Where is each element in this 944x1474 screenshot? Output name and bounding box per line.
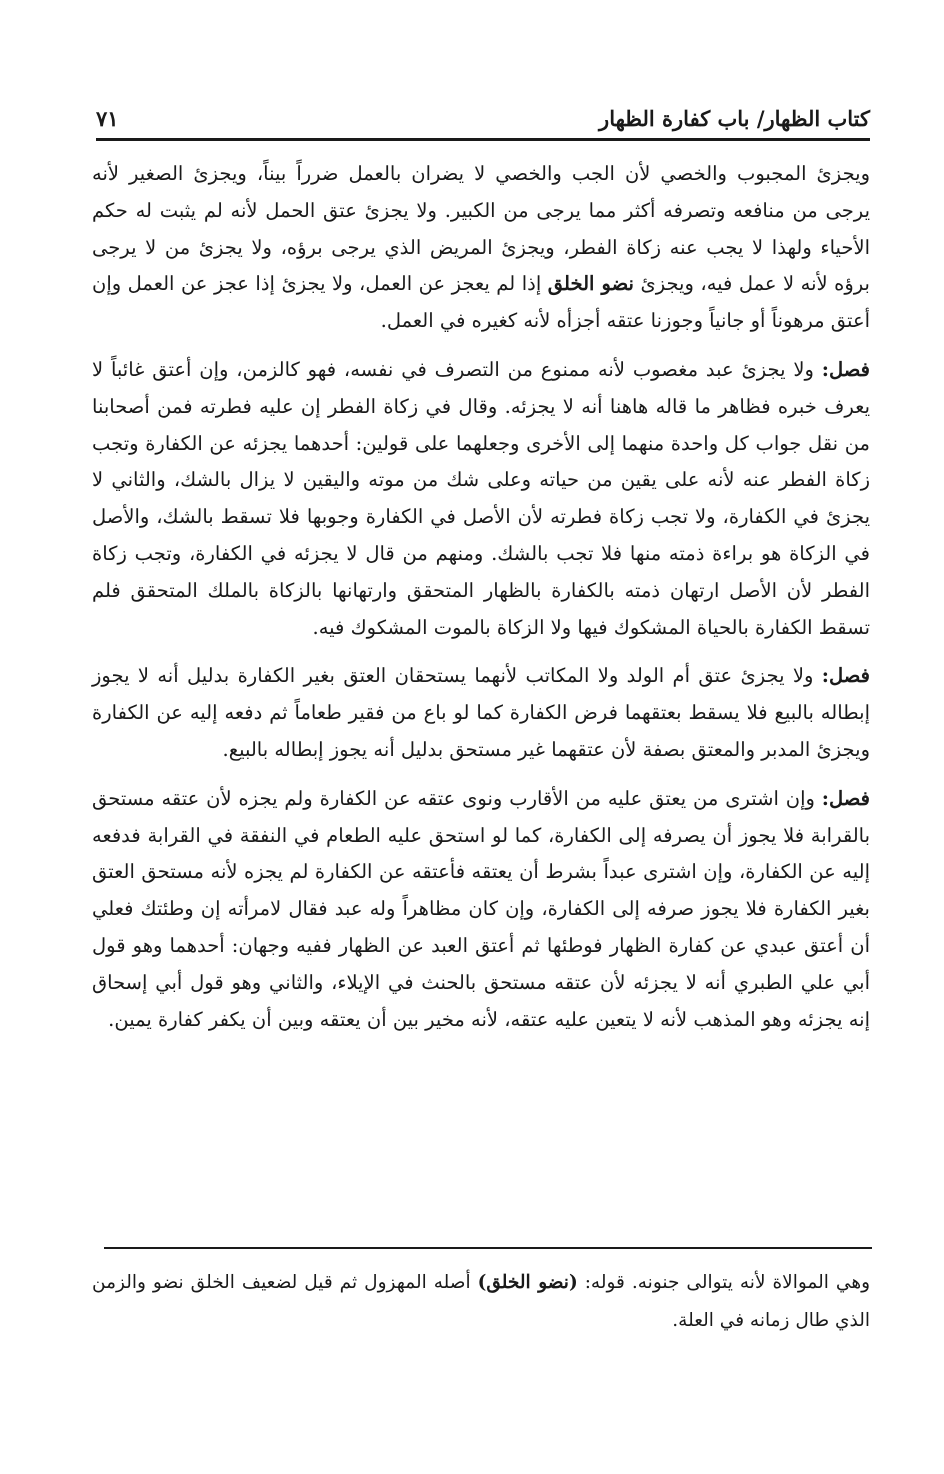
paragraph-text: ويجزئ المجبوب والخصي لأن الجب والخصي لا يضران بالعمل ضرراً بيناً، ويجزئ الصغير لأنه يرجى من منافعه وتصرفه أكثر مما يرجى من الكبير. ولا يجزئ عتق الحمل لأنه لم يثبت له حكم الأحياء ولهذا لا يجب عنه زكاة الفطر، ويجزئ المريض الذي يرجى برؤه، ولا يجزئ من لا يرجى برؤه لأنه لا عمل فيه، ويجزئ: [92, 162, 870, 296]
section-lead: فصل:: [821, 786, 870, 810]
paragraph-text: إذا لم يعجز عن العمل، ولا يجزئ إذا عجز عن العمل وإن أعتق مرهوناً أو جانياً وجوزنا عتقه أجزأه لأنه كغيره في العمل.: [92, 272, 870, 333]
main-text: [92, 156, 870, 1050]
section-lead: فصل:: [821, 664, 870, 688]
footnote-bold-term: (نضو الخلق): [477, 1272, 578, 1293]
paragraph-text: ولا يجزئ عتق أم الولد ولا المكاتب لأنهما يستحقان العتق بغير الكفارة بدليل أنه لا يجوز إبطاله بالبيع فلا يسقط بعتقهما فرض الكفارة كما لو باع من فقير طعاماً ثم دفعه إليه عن الكفارة ويجزئ المدبر والمعتق بصفة لأن عتقهما غير مستحق بدليل أنه يجوز إبطاله بالبيع.: [92, 664, 870, 761]
section-lead: فصل:: [821, 357, 870, 381]
paragraph-text: وإن اشترى من يعتق عليه من الأقارب ونوى عتقه عن الكفارة ولم يجزه لأن عتقه مستحق بالقرابة فلا يجوز أن يصرفه إلى الكفارة، كما لو استحق عليه الطعام في النفقة في القرابة فدفعه إليه عن الكفارة، وإن اشترى عبداً بشرط أن يعتقه فأعتقه عن الكفارة لم يجزه لأنه مستحق العتق بغير الكفارة فلا يجوز صرفه إلى الكفارة، وإن كان مظاهراً وله عبد فقال لامرأته إن وطئتك فعلي أن أعتق عبدي عن كفارة الظهار فوطئها ثم أعتق العبد عن الظهار ففيه وجهان: أحدهما وهو قول أبي علي الطبري أنه لا يجزئه لأن عتقه مستحق بالحنث في الإيلاء، والثاني وهو قول أبي إسحاق إنه يجزئه وهو المذهب لأنه لا يتعين عليه عتقه، لأنه مخير بين أن يعتقه وبين أن يكفر كفارة يمين.: [92, 786, 870, 1031]
bold-term-nidw-al-khalq: نضو الخلق: [547, 272, 634, 296]
paragraph-3: [92, 658, 870, 768]
paragraph-4: [92, 781, 870, 1039]
footnotes: [92, 1264, 870, 1340]
page-header: [96, 98, 870, 141]
page-number: ٧١: [96, 105, 119, 131]
footnote-text: وهي الموالاة لأنه يتوالى جنونه. قوله:: [577, 1272, 871, 1293]
paragraph-2: [92, 352, 870, 646]
running-title: كتاب الظهار/ باب كفارة الظهار: [599, 105, 870, 131]
footnote-text: أصله المهزول ثم قيل لضعيف الخلق نضو والزمن الذي طال زمانه في العلة.: [92, 1272, 870, 1331]
paragraph-text: ولا يجزئ عبد مغصوب لأنه ممنوع من التصرف في نفسه، فهو كالزمن، وإن أعتق غائباً لا يعرف خبره فظاهر ما قاله هاهنا أنه لا يجزئه. وقال في زكاة الفطر إن عليه فطرته فمن أصحابنا من نقل جواب كل واحدة منهما إلى الأخرى وجعلهما على قولين: أحدهما يجزئه عن الكفارة وتجب زكاة الفطر عنه لأنه على يقين من حياته وعلى شك من موته واليقين لا يزال بالشك، والثاني لا يجزئ في الكفارة، ولا تجب زكاة فطرته لأن الأصل في الكفارة وجوبها فلا تسقط بالشك، والأصل في الزكاة هو براءة ذمته منها فلا تجب بالشك. ومنهم من قال لا يجزئه في الكفارة، وتجب زكاة الفطر لأن الأصل ارتهان ذمته بالكفارة بالظهار المتحقق وارتهانها بالزكاة بالملك المتحقق فلم تسقط الكفارة بالحياة المشكوك فيها ولا الزكاة بالموت المشكوك فيه.: [92, 357, 870, 639]
footnote-divider: [104, 1247, 872, 1249]
paragraph-1: [92, 156, 870, 340]
footnote: [92, 1264, 870, 1340]
